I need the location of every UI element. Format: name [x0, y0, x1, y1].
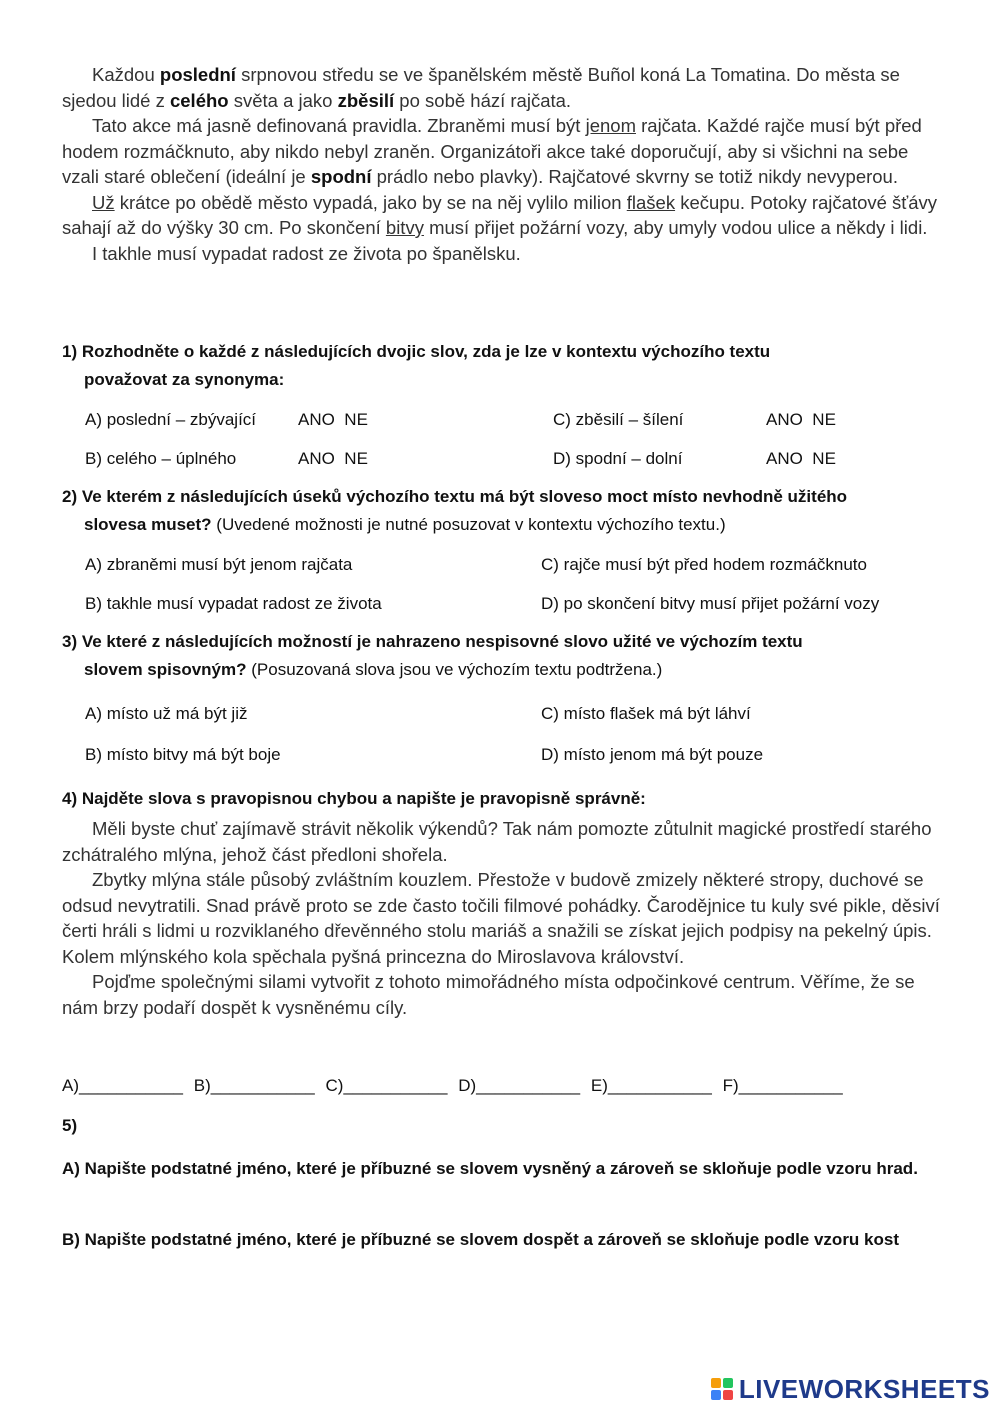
- passage-paragraph: Zbytky mlýna stále působý zvláštním kouzlem. Přestože v budově zmizely některé stropy, duchové se odsud nevytratili. Snad právě proto se zde často točili filmové pohádky. Čarodějnice tu kuly své pikle, děsiví čerti hráli s lidmi u rozviklaného dřevěnného stolu mariáš a snažili se získat jejich podpisy na pekelný úpis. Kolem mlýnského kola spěchala pyšná princezna do Miroslavova království.: [62, 869, 940, 967]
- question-3-heading: [62, 628, 952, 684]
- underlined-word: Už: [92, 191, 115, 213]
- answer-blank-c[interactable]: C)___________: [325, 1076, 448, 1095]
- answer-blank-b[interactable]: B)___________: [193, 1076, 315, 1095]
- passage-paragraph: [62, 113, 940, 190]
- q2-option-d[interactable]: D) po skončení bitvy musí přijet požární vozy: [541, 594, 880, 613]
- emphasized-word: celého: [169, 89, 229, 111]
- q1-d-no[interactable]: NE: [812, 449, 836, 468]
- q3-option-b[interactable]: B) místo bitvy má být boje: [85, 745, 281, 764]
- text-run: po sobě hází rajčata.: [394, 89, 572, 111]
- question-3-note: (Posuzovaná slova jsou ve výchozím textu podtržena.): [246, 660, 663, 679]
- question-1-heading: [62, 338, 952, 394]
- q1-option-a-answers: [298, 408, 368, 432]
- q1-a-yes[interactable]: ANO: [298, 410, 335, 429]
- question-2-text-cont: [62, 511, 952, 539]
- q1-option-c: C) zběsilí – šílení: [553, 410, 684, 429]
- answer-blanks: [62, 1072, 849, 1100]
- passage-paragraph: [62, 241, 940, 267]
- question-3-text: 3) Ve které z následujících možností je nahrazeno nespisovné slovo užité ve výchozím textu: [62, 632, 803, 651]
- source-text-passage: [62, 62, 940, 266]
- question-5-number: 5): [62, 1116, 78, 1135]
- logo-square: [711, 1390, 721, 1400]
- q1-option-d: D) spodní – dolní: [553, 449, 683, 468]
- text-run: Každou: [92, 64, 160, 85]
- text-run: rajčata. Každé rajče musí být před hodem rozmáčknuto, aby nikdo nebyl zraněn. Organizátoři akce také doporučují, aby si všichni na sebe vzali staré oblečení (ideální je: [62, 115, 922, 187]
- text-run: srpnovou středu se ve španělském městě Buñol koná La Tomatina. Do města se sjedou lidé z: [62, 64, 900, 111]
- question-2-bold: slovesa muset?: [84, 515, 212, 534]
- underlined-word: flašek: [626, 191, 676, 213]
- answer-blank-f[interactable]: F)___________: [722, 1076, 843, 1095]
- question-1-text-cont: považovat za synonyma:: [84, 370, 285, 389]
- text-run: Tato akce má jasně definovaná pravidla. Zbraněmi musí být: [92, 115, 586, 136]
- text-run: musí přijet požární vozy, aby umyly vodou ulice a někdy i lidi.: [423, 217, 928, 238]
- answer-blank-d[interactable]: D)___________: [458, 1076, 581, 1095]
- question-2-heading: [62, 483, 952, 539]
- text-run: krátce po obědě město vypadá, jako by se na něj vylilo milion: [114, 191, 627, 213]
- text-run: prádlo nebo plavky). Rajčatové skvrny se totiž nikdy nevyperou.: [371, 166, 898, 187]
- q1-option-a: A) poslední – zbývající: [85, 410, 257, 429]
- question-1-text: 1) Rozhodněte o každé z následujících dvojic slov, zda je lze v kontextu výchozího textu: [62, 342, 771, 361]
- question-2-note: (Uvedené možnosti je nutné posuzovat v kontextu výchozího textu.): [211, 515, 726, 534]
- answer-blank-a[interactable]: A)___________: [62, 1076, 184, 1095]
- emphasized-word: zběsilí: [337, 89, 395, 111]
- brand-name: LIVEWORKSHEETS: [738, 1373, 990, 1404]
- q2-option-b[interactable]: B) takhle musí vypadat radost ze života: [85, 594, 382, 613]
- q2-option-c[interactable]: C) rajče musí být před hodem rozmáčknuto: [541, 555, 867, 574]
- passage-paragraph: Měli byste chuť zajímavě strávit několik výkendů? Tak nám pomozte zůtulnit magické prostředí starého zchátralého mlýna, jehož část předloni shořela.: [62, 818, 932, 865]
- q1-c-yes[interactable]: ANO: [766, 410, 803, 429]
- question-3-text-cont: [62, 656, 952, 684]
- passage-paragraph: Pojďme společnými silami vytvořit z tohoto mimořádného místa odpočinkové centrum. Věříme, že se nám brzy podaří dospět k vysněnému cíly.: [62, 971, 915, 1018]
- text-run: kečupu. Potoky rajčatové šťávy sahají až do výšky 30 cm. Po skončení: [62, 191, 938, 238]
- emphasized-word: poslední: [159, 64, 236, 85]
- q1-option-b-answers: [298, 447, 368, 471]
- q1-option-d-answers: [766, 447, 836, 471]
- q3-option-a[interactable]: A) místo už má být již: [85, 704, 248, 723]
- logo-square: [711, 1378, 721, 1388]
- q1-d-yes[interactable]: ANO: [766, 449, 803, 468]
- answer-blank-e[interactable]: E)___________: [590, 1076, 712, 1095]
- question-4-passage: [62, 816, 940, 1020]
- liveworksheets-logo: [711, 1371, 990, 1407]
- question-4-heading: 4) Najděte slova s pravopisnou chybou a napište je pravopisně správně:: [62, 789, 646, 808]
- emphasized-word: spodní: [310, 166, 372, 187]
- logo-icon: [711, 1378, 733, 1400]
- text-run: I takhle musí vypadat radost ze života po španělsku.: [92, 242, 521, 264]
- q1-c-no[interactable]: NE: [812, 410, 836, 429]
- underlined-word: jenom: [585, 115, 636, 136]
- q2-option-a[interactable]: A) zbraněmi musí být jenom rajčata: [85, 555, 353, 574]
- logo-square: [723, 1378, 733, 1388]
- question-2-text: 2) Ve kterém z následujících úseků výchozího textu má být sloveso moct místo nevhodně užitého: [62, 487, 848, 506]
- logo-square: [723, 1390, 733, 1400]
- question-3-bold: slovem spisovným?: [84, 660, 247, 679]
- q1-b-yes[interactable]: ANO: [298, 449, 335, 468]
- q3-option-c[interactable]: C) místo flašek má být láhví: [541, 704, 751, 723]
- question-5-a: A) Napište podstatné jméno, které je příbuzné se slovem vysněný a zároveň se skloňuje podle vzoru hrad.: [62, 1159, 918, 1178]
- q1-b-no[interactable]: NE: [344, 449, 368, 468]
- passage-paragraph: [62, 62, 940, 113]
- question-5-b: B) Napište podstatné jméno, které je příbuzné se slovem dospět a zároveň se skloňuje podle vzoru kost: [62, 1230, 899, 1249]
- text-run: světa a jako: [228, 89, 338, 111]
- passage-paragraph: [62, 190, 940, 241]
- q1-a-no[interactable]: NE: [344, 410, 368, 429]
- q1-option-c-answers: [766, 408, 836, 432]
- q1-option-b: B) celého – úplného: [85, 449, 237, 468]
- underlined-word: bitvy: [385, 217, 424, 238]
- q3-option-d[interactable]: D) místo jenom má být pouze: [541, 745, 764, 764]
